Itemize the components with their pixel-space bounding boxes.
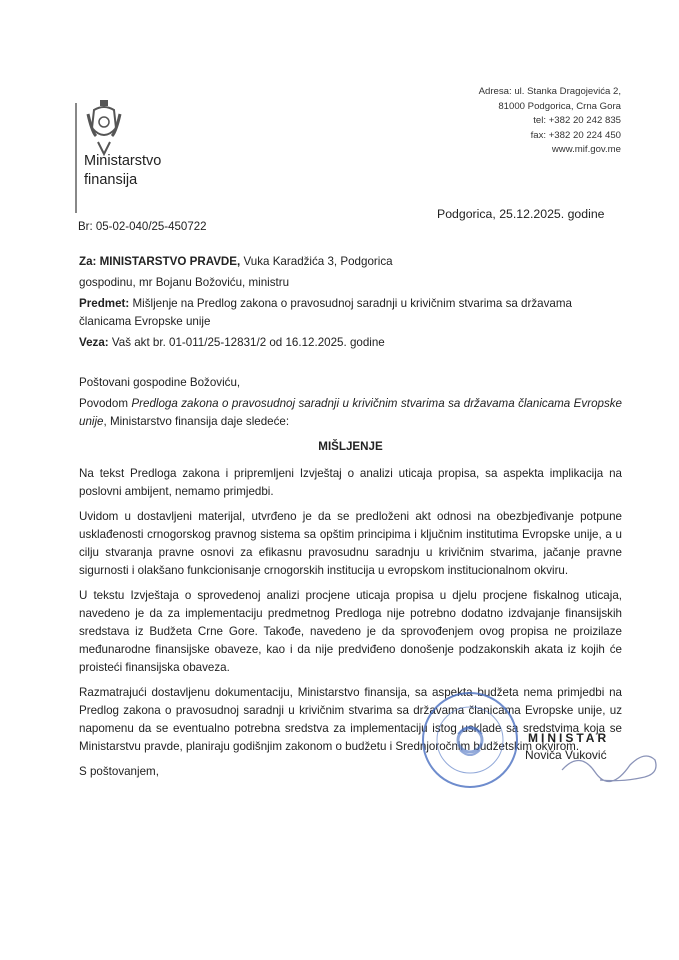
subject-text: Mišljenje na Predlog zakona o pravosudnoj saradnji u krivičnim stvarima sa državama članicama Evropske unije [79, 297, 572, 328]
subject-label: Predmet: [79, 297, 130, 310]
recipient-address: Vuka Karadžića 3, Podgorica [240, 255, 393, 268]
ministry-name-line1: Ministarstvo [84, 153, 162, 169]
coat-of-arms-logo [86, 98, 122, 158]
signatory-name: Noviča Vuković [525, 748, 607, 762]
veza-label: Veza: [79, 336, 109, 349]
letter-body [79, 253, 622, 788]
address-tel: tel: +382 20 242 835 [533, 115, 621, 126]
signatory-title: MINISTAR [528, 731, 610, 745]
paragraph: Razmatrajući dostavljenu dokumentaciju, Ministarstvo finansija, sa aspekta budžeta nema primjedbi na Predlog zakona o pravosudnoj saradnji u krivičnim stvarima sa državama članicama Evropske unije, uz napomenu da se eventualno potrebna sredstva za implementaciju istog usklade sa sredstvima koja se Ministarstvu pravde, planiraju godišnjim zakonom o budžetu i Srednjoročnim budžetskim okvirom. [79, 686, 622, 753]
ministry-name [84, 152, 161, 190]
za-label: Za: [79, 255, 97, 268]
address-city: 81000 Podgorica, Crna Gora [498, 100, 621, 112]
address-block [479, 85, 621, 158]
official-stamp [420, 690, 520, 790]
paragraph: Uvidom u dostavljeni materijal, utvrđeno je da se predloženi akt odnosi na obezbjeđivanje potpune usklađenosti crnogorskog pravnog sistema sa opštim principima i ključnim institutima Evropske unije, a u cilju stvaranja pravne osnovi za efikasnu pravosudnu saradnju u krivičnim stvarima, jačanje pravne sigurnosti i olakšano funkcionisanje crnogorskih institucija u evropskom institucionalnom okviru. [79, 510, 622, 577]
paragraph: Na tekst Predloga zakona i pripremljeni Izvještaj o analizi uticaja propisa, sa aspekta implikacija na poslovni ambijent, nemamo primjedbi. [79, 467, 622, 498]
closing: S poštovanjem, [79, 765, 159, 778]
intro-suffix: , Ministarstvo finansija daje sledeće: [103, 415, 290, 428]
recipient-org: MINISTARSTVO PRAVDE, [99, 255, 241, 268]
veza-line [79, 334, 622, 352]
salutation: Poštovani gospodine Božoviću, [79, 376, 241, 389]
header-divider [75, 103, 77, 213]
address-street: Adresa: ul. Stanka Dragojevića 2, [478, 86, 621, 97]
address-web: www.mif.gov.me [551, 144, 621, 155]
recipient-line [79, 253, 622, 271]
subject-line [79, 295, 622, 331]
intro-paragraph [79, 395, 622, 431]
opinion-title: MIŠLJENJE [318, 440, 383, 453]
intro-prefix: Povodom [79, 397, 132, 410]
paragraph: U tekstu Izvještaja o sprovedenoj analizi procjene uticaja propisa u djelu procjene fiskalnog uticaja, navedeno je da za implementaciju predmetnog Predloga nije potrebno dodatno izdvajanje finansijskih sredstava iz Budžeta Crne Gore. Takođe, navedeno je da sprovođenjem ovog propisa ne proizilaze međunarodne finansijske obaveze, kao i da nije predviđeno donošenje podzakonskih akata iz kojih će proisteći finansijska obaveza. [79, 589, 622, 674]
intro-law-title: Predloga zakona o pravosudnoj saradnji u krivičnim stvarima sa državama članicama Evropske unije [79, 397, 623, 428]
recipient-person: gospodinu, mr Bojanu Božoviću, ministru [79, 276, 290, 289]
reference-number: Br: 05-02-040/25-450722 [78, 221, 207, 233]
document-date: Podgorica, 25.12.2025. godine [437, 207, 605, 221]
ministry-name-line2: finansija [84, 172, 138, 188]
address-fax: fax: +382 20 224 450 [530, 129, 621, 141]
veza-text: Vaš akt br. 01-011/25-12831/2 od 16.12.2025. godine [108, 336, 385, 349]
